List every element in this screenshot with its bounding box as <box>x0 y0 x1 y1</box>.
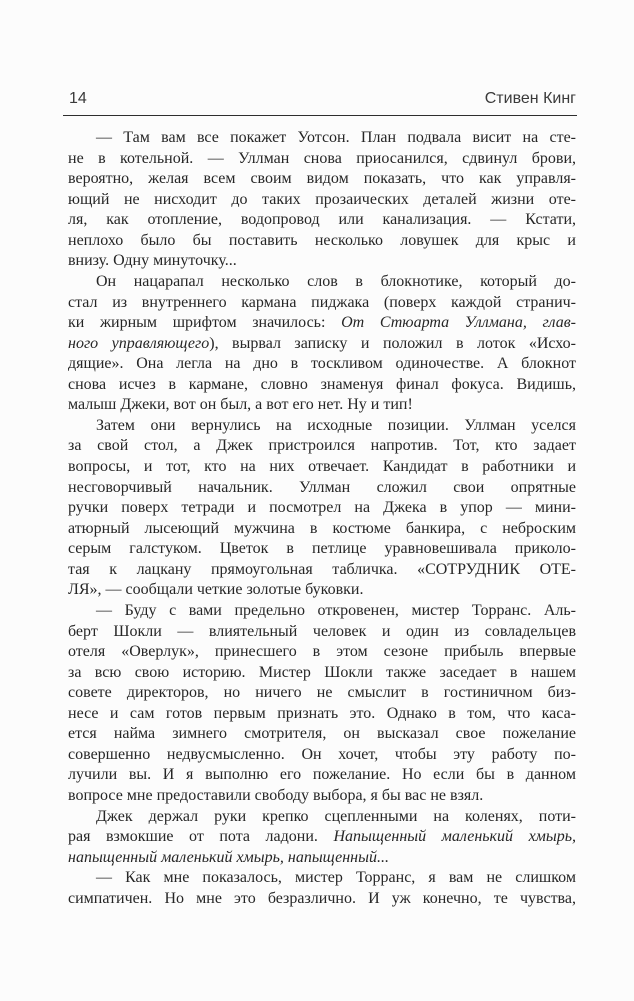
text-segment: ля, как отопление, водопровод или канализация. — Кстати, <box>68 211 576 229</box>
italic-text-segment: От Стюарта Уллмана, глав- <box>341 314 576 332</box>
text-segment: отеля «Оверлук», принесшего в этом сезоне прибыль впервые <box>68 643 576 661</box>
text-line <box>68 293 576 314</box>
page-body <box>68 128 576 909</box>
text-segment: тая к лацкану прямоугольная табличка. «СОТРУДНИК ОТЕ- <box>68 560 576 578</box>
text-segment: ющий не нисходит до таких прозаических деталей жизни оте- <box>68 190 576 208</box>
text-line <box>68 704 576 725</box>
text-line <box>68 395 576 416</box>
text-segment: снова исчез в кармане, словно знаменуя финал фокуса. Видишь, <box>68 375 576 393</box>
text-segment: серым галстуком. Цветок в петлице уравновешивала приколо- <box>68 540 576 558</box>
text-line <box>68 765 576 786</box>
text-line <box>68 251 576 272</box>
running-title: Стивен Кинг <box>484 90 576 107</box>
paragraph <box>68 416 576 601</box>
text-line <box>68 848 576 869</box>
text-line <box>68 169 576 190</box>
text-line <box>68 190 576 211</box>
text-segment: малыш Джеки, вот он был, а вот его нет. Ну и тип! <box>68 396 413 414</box>
text-line <box>68 827 576 848</box>
text-segment: симпатичен. Но мне это безразлично. И уж конечно, те чувства, <box>68 889 576 907</box>
text-segment: ), вырвал записку и положил в лоток «Исхо- <box>209 334 576 352</box>
text-segment: за всю свою историю. Мистер Шокли также заседает в нашем <box>68 663 576 681</box>
text-line <box>68 128 576 149</box>
italic-text-segment: ного управляющего <box>68 334 210 352</box>
text-line <box>68 642 576 663</box>
text-line <box>68 663 576 684</box>
text-line <box>68 498 576 519</box>
text-line <box>68 375 576 396</box>
text-segment: дящие». Она легла на дно в тоскливом одиночестве. А блокнот <box>68 355 576 373</box>
text-line <box>68 478 576 499</box>
text-segment: стал из внутреннего кармана пиджака (поверх каждой странич- <box>68 293 576 311</box>
text-line <box>68 457 576 478</box>
page-number: 14 <box>69 90 87 107</box>
text-segment: лучили вы. И я выполню его пожелание. Но если бы в данном <box>68 766 576 784</box>
text-line <box>68 724 576 745</box>
text-segment: ручки поверх тетради и посмотрел на Джека в упор — мини- <box>68 499 576 517</box>
text-line <box>68 354 576 375</box>
text-line <box>68 334 576 355</box>
text-line <box>68 745 576 766</box>
text-segment: — Там вам все покажет Уотсон. План подвала висит на сте- <box>96 129 576 146</box>
text-segment: ЛЯ», — сообщали четкие золотые буковки. <box>68 581 364 599</box>
text-line <box>68 560 576 581</box>
text-segment: неплохо было бы поставить несколько ловушек для крыс и <box>68 231 576 249</box>
text-segment: — Как мне показалось, мистер Торранс, я вам не слишком <box>96 869 576 887</box>
text-segment: вопросы, и тот, кто на них отвечает. Кандидат в работники и <box>68 458 576 475</box>
paragraph <box>68 807 576 869</box>
text-segment: атюрный лысеющий мужчина в костюме банкира, с неброским <box>68 519 576 537</box>
text-line <box>68 601 576 622</box>
text-segment: внизу. Одну минуточку... <box>68 252 237 270</box>
italic-text-segment: Напыщенный маленький хмырь, <box>333 828 576 846</box>
text-line <box>68 786 576 807</box>
text-line <box>68 519 576 540</box>
text-segment: вопросе мне предоставили свободу выбора, я бы вас не взял. <box>68 787 484 804</box>
text-line <box>68 539 576 560</box>
text-line <box>68 313 576 334</box>
text-line <box>68 436 576 457</box>
text-segment: берт Шокли — влиятельный человек и один из совладельцев <box>68 622 576 640</box>
paragraph <box>68 272 576 416</box>
paragraph <box>68 128 576 272</box>
text-line <box>68 149 576 170</box>
text-segment: за свой стол, а Джек пристроился напротив. Тот, кто задает <box>68 437 576 455</box>
text-segment: совершенно недвусмысленно. Он хочет, чтобы эту работу по- <box>68 745 576 763</box>
text-segment: Затем они вернулись на исходные позиции. Уллман уселся <box>96 416 576 434</box>
paragraph <box>68 601 576 807</box>
text-segment: не в котельной. — Уллман снова приосанился, сдвинул брови, <box>68 149 576 167</box>
paragraph <box>68 868 576 909</box>
text-segment: совете директоров, но ничего не смыслит в гостиничном биз- <box>68 684 576 702</box>
running-header <box>63 90 577 116</box>
italic-text-segment: напыщенный маленький хмырь, напыщенный... <box>68 848 389 866</box>
text-segment: несе и сам готов первым признать это. Однако в том, что каса- <box>68 704 576 722</box>
text-line <box>68 622 576 643</box>
text-segment: Джек держал руки крепко сцепленными на коленях, поти- <box>96 807 576 825</box>
text-line <box>68 807 576 828</box>
text-segment: Он нацарапал несколько слов в блокнотике, который до- <box>96 272 576 290</box>
text-line <box>68 683 576 704</box>
text-segment: ется найма зимнего смотрителя, он высказал свое пожелание <box>68 725 576 743</box>
text-segment: несговорчивый начальник. Уллман сложил свои опрятные <box>68 478 576 496</box>
text-line <box>68 868 576 889</box>
text-segment: ки жирным шрифтом значилось: <box>68 314 342 332</box>
text-line <box>68 580 576 601</box>
text-line <box>68 416 576 437</box>
text-line <box>68 889 576 910</box>
text-segment: вероятно, желая всем своим видом показать, что как управля- <box>68 170 576 188</box>
text-line <box>68 210 576 231</box>
text-segment: — Буду с вами предельно откровенен, мистер Торранс. Аль- <box>96 601 576 619</box>
text-segment: рая взмокшие от пота ладони. <box>68 828 334 846</box>
text-line <box>68 272 576 293</box>
text-line <box>68 231 576 252</box>
